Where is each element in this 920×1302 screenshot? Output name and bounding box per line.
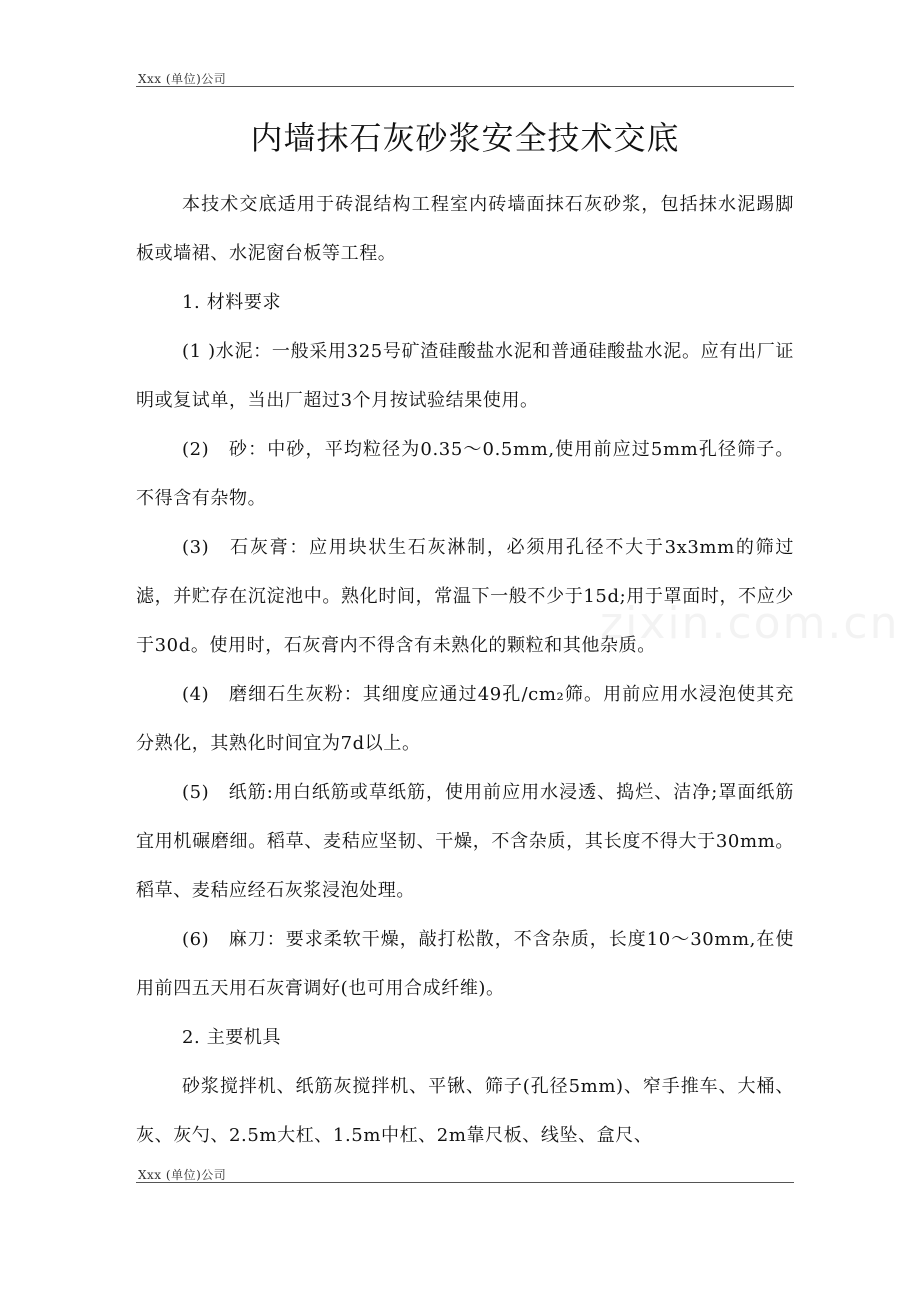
header-divider [136, 86, 794, 87]
document-body [136, 180, 794, 1160]
material-item-lime-paste: (3) 石灰膏：应用块状生石灰淋制，必须用孔径不大于3x3mm的筛过滤，并贮存在沉淀池中。熟化时间，常温下一般不少于15d;用于罩面时，不应少于30d。使用时，石灰膏内不得含有未熟化的颗粒和其他杂质。 [136, 537, 794, 656]
section-heading-materials: 1. 材料要求 [182, 292, 282, 313]
material-item-sand: (2) 砂：中砂，平均粒径为0.35～0.5mm,使用前应过5mm孔径筛子。不得含有杂物。 [136, 439, 794, 509]
material-item-lime-powder: (4) 磨细石生灰粉：其细度应通过49孔/cm₂筛。用前应用水浸泡使其充分熟化，其熟化时间宜为7d以上。 [136, 684, 794, 754]
header-company: Xxx (单位)公司 [138, 72, 227, 86]
section-heading-tools: 2. 主要机具 [182, 1027, 282, 1048]
watermark: zixin.com.cn [600, 598, 900, 649]
material-item-cement: (1 )水泥：一般采用325号矿渣硅酸盐水泥和普通硅酸盐水泥。应有出厂证明或复试单，当出厂超过3个月按试验结果使用。 [136, 341, 794, 411]
footer-company: Xxx (单位)公司 [138, 1168, 227, 1182]
material-item-hemp: (6) 麻刀：要求柔软干燥，敲打松散，不含杂质，长度10～30mm,在使用前四五天用石灰膏调好(也可用合成纤维)。 [136, 929, 794, 999]
document-title: 内墙抹石灰砂浆安全技术交底 [250, 119, 680, 157]
tools-paragraph: 砂浆搅拌机、纸筋灰搅拌机、平锹、筛子(孔径5mm)、窄手推车、大桶、灰、灰勺、2.5m大杠、1.5m中杠、2m靠尺板、线坠、盒尺、 [136, 1076, 794, 1146]
intro-paragraph: 本技术交底适用于砖混结构工程室内砖墙面抹石灰砂浆，包括抹水泥踢脚板或墙裙、水泥窗台板等工程。 [136, 194, 794, 264]
material-item-paper-fiber: (5) 纸筋:用白纸筋或草纸筋，使用前应用水浸透、捣烂、洁净;罩面纸筋宜用机碾磨细。稻草、麦秸应坚韧、干燥，不含杂质，其长度不得大于30mm。稻草、麦秸应经石灰浆浸泡处理。 [136, 782, 794, 901]
footer-divider [136, 1182, 794, 1183]
